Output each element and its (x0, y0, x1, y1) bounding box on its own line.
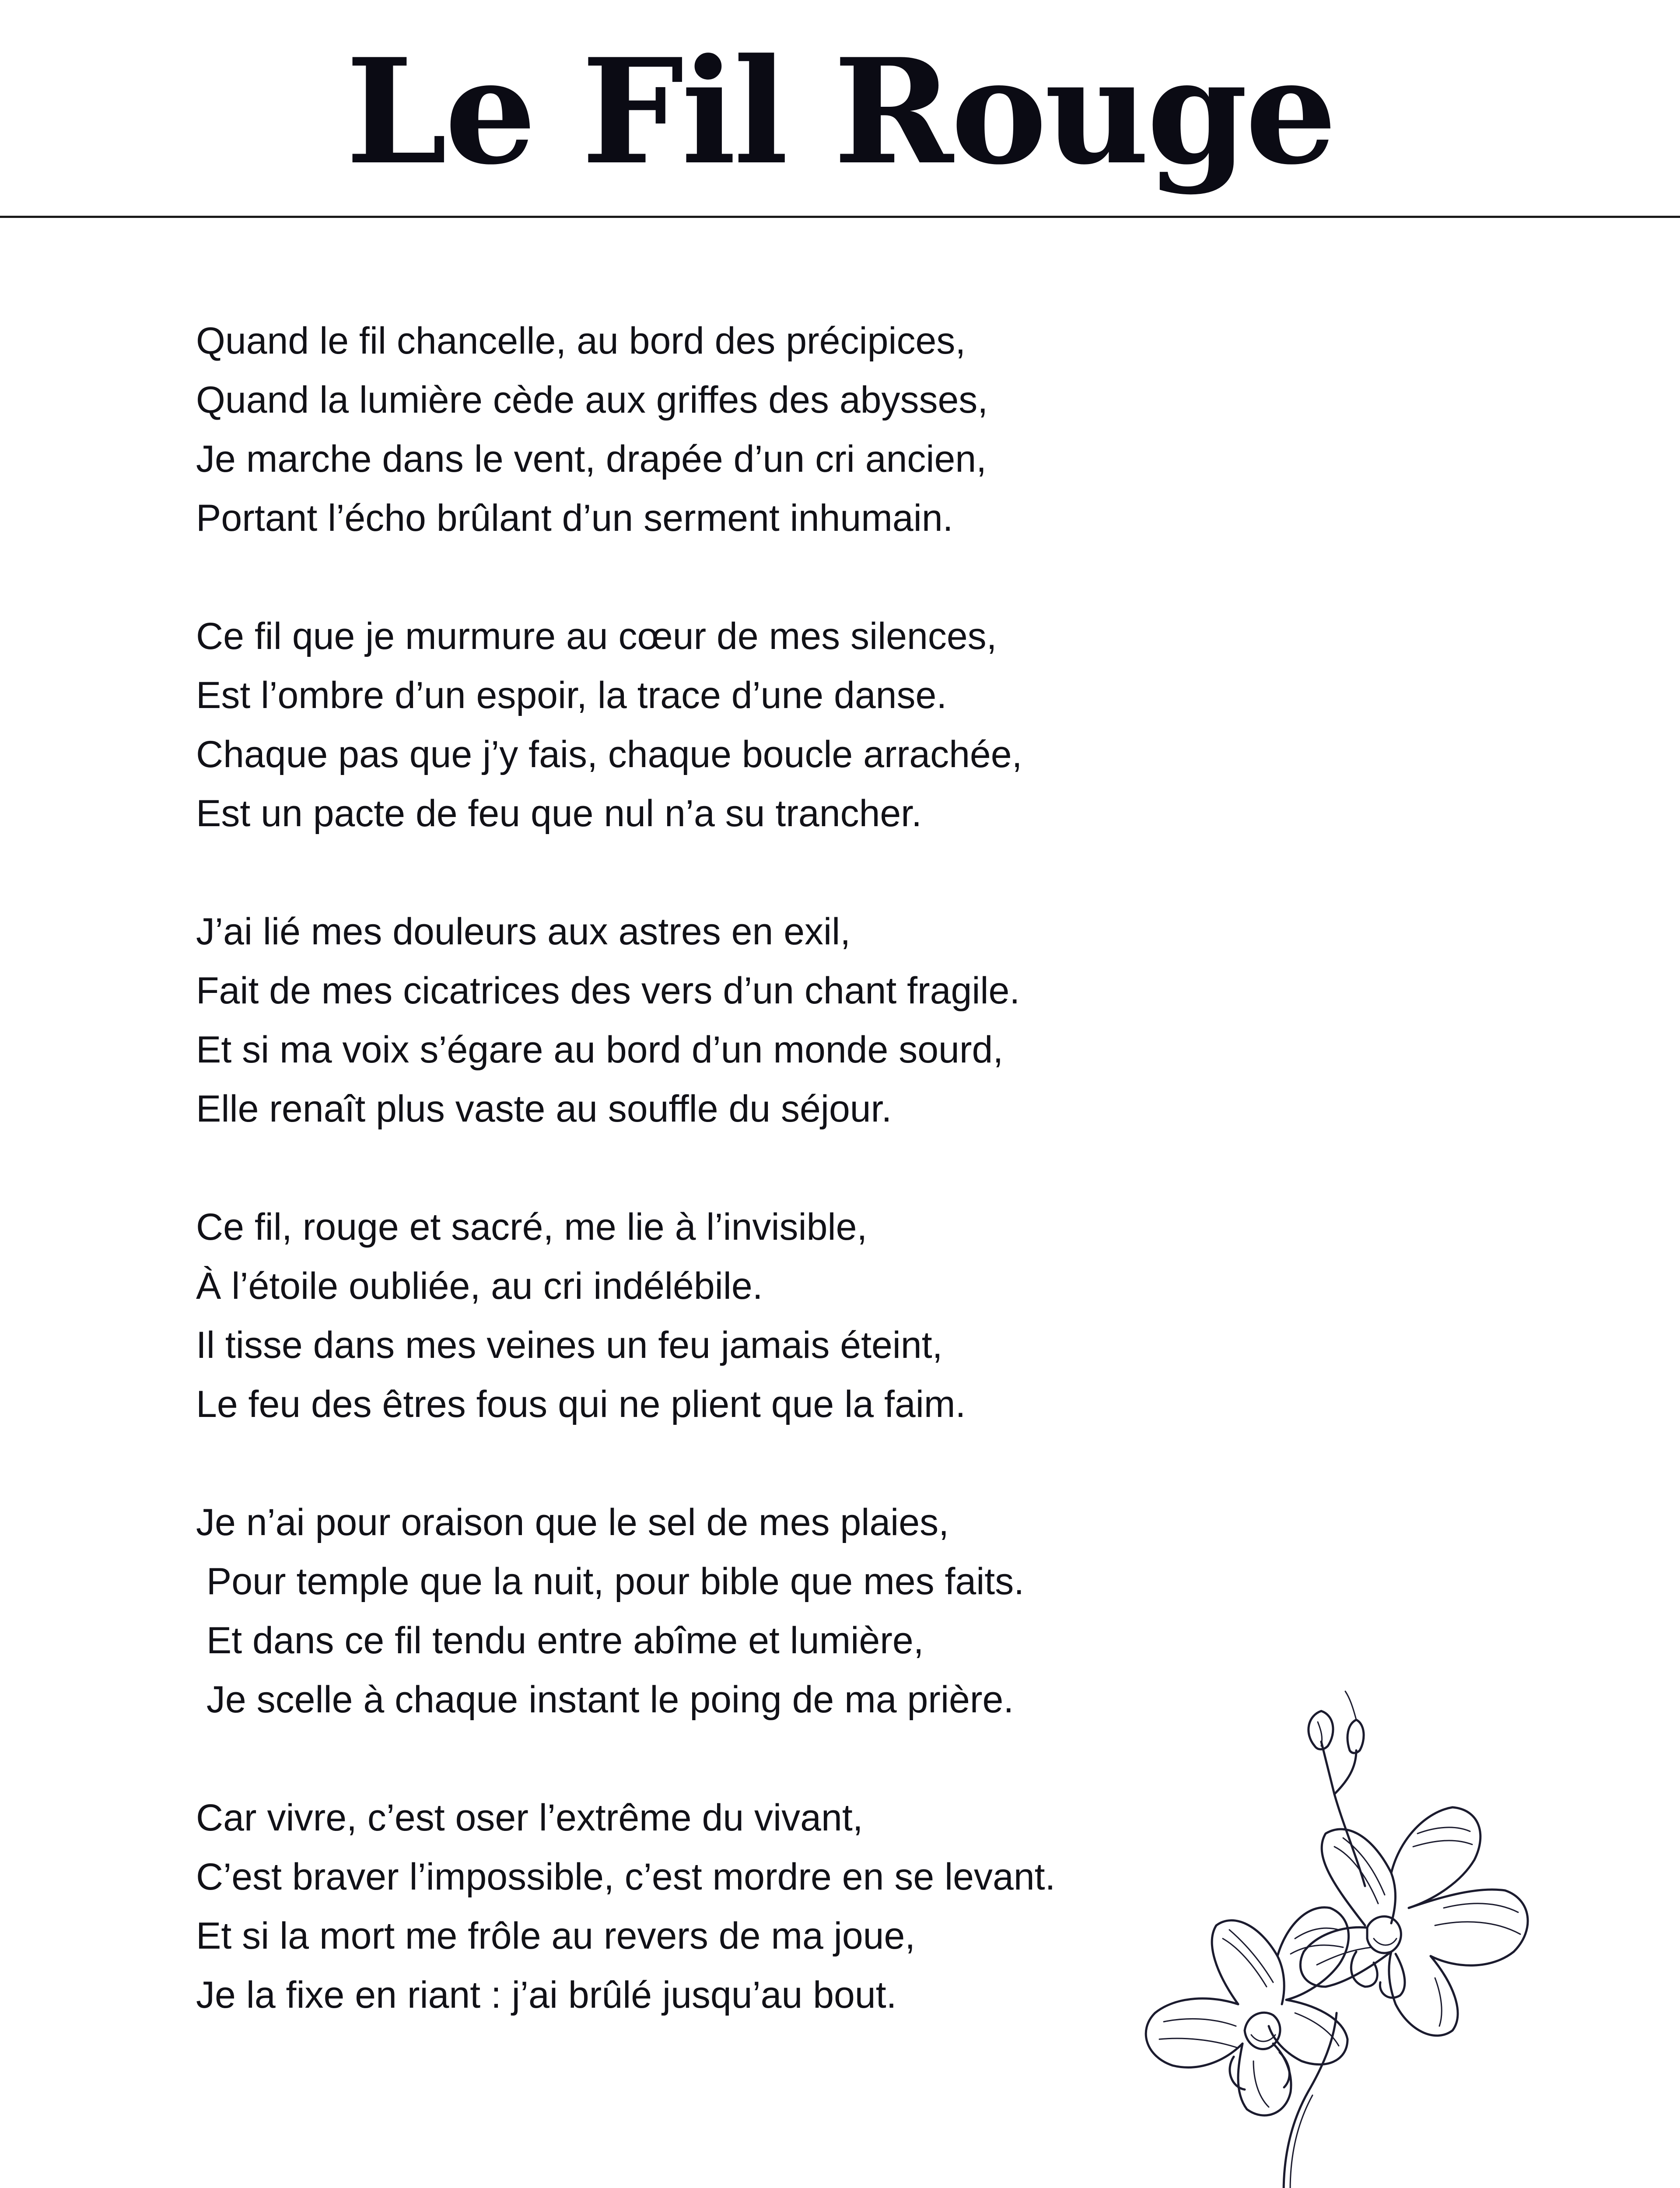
poem-line: Chaque pas que j’y fais, chaque boucle arrachée, (196, 733, 1022, 775)
poem-line: Et si ma voix s’égare au bord d’un monde sourd, (196, 1029, 1004, 1071)
poem-line: Ce fil, rouge et sacré, me lie à l’invisible, (196, 1206, 868, 1248)
poem-line: Et si la mort me frôle au revers de ma joue, (196, 1915, 916, 1957)
stanza-5 (196, 1493, 1180, 1729)
poem-line: Est l’ombre d’un espoir, la trace d’une danse. (196, 674, 947, 716)
poem-line: Je marche dans le vent, drapée d’un cri ancien, (196, 438, 987, 480)
stanza-3 (196, 902, 1180, 1139)
poem-line: Et dans ce fil tendu entre abîme et lumière, (196, 1620, 924, 1662)
poem-line: Elle renaît plus vaste au souffle du séjour. (196, 1088, 892, 1130)
poem-line: Quand le fil chancelle, au bord des précipices, (196, 320, 966, 362)
poem-line: Je scelle à chaque instant le poing de ma prière. (196, 1679, 1014, 1721)
poem-line: Car vivre, c’est oser l’extrême du vivant, (196, 1797, 863, 1839)
poem-line: Il tisse dans mes veines un feu jamais éteint, (196, 1324, 943, 1366)
stanza-1 (196, 312, 1180, 548)
poem-line: Pour temple que la nuit, pour bible que mes faits. (196, 1560, 1025, 1602)
poem-line: Portant l’écho brûlant d’un serment inhumain. (196, 497, 953, 539)
poem-line: Fait de mes cicatrices des vers d’un chant fragile. (196, 970, 1020, 1012)
stanza-6 (196, 1788, 1180, 2025)
page-title: Le Fil Rouge (346, 27, 1334, 196)
poem-line: Je n’ai pour oraison que le sel de mes plaies, (196, 1501, 949, 1543)
poem-line: Quand la lumière cède aux griffes des abysses, (196, 379, 988, 421)
stanza-2 (196, 607, 1180, 843)
poem-line: J’ai lié mes douleurs aux astres en exil, (196, 911, 851, 953)
header-divider (0, 216, 1680, 218)
poem-line: C’est braver l’impossible, c’est mordre en se levant. (196, 1856, 1056, 1898)
poem-line: À l’étoile oubliée, au cri indélébile. (196, 1265, 763, 1307)
stanza-4 (196, 1198, 1180, 1434)
poem-body (196, 312, 1180, 2025)
poem-line: Je la fixe en riant : j’ai brûlé jusqu’au bout. (196, 1974, 897, 2016)
poem-line: Le feu des êtres fous qui ne plient que la faim. (196, 1383, 966, 1425)
poem-line: Est un pacte de feu que nul n’a su trancher. (196, 792, 922, 835)
poem-line: Ce fil que je murmure au cœur de mes silences, (196, 615, 997, 657)
orchid-line-art-icon (1129, 1680, 1540, 2188)
